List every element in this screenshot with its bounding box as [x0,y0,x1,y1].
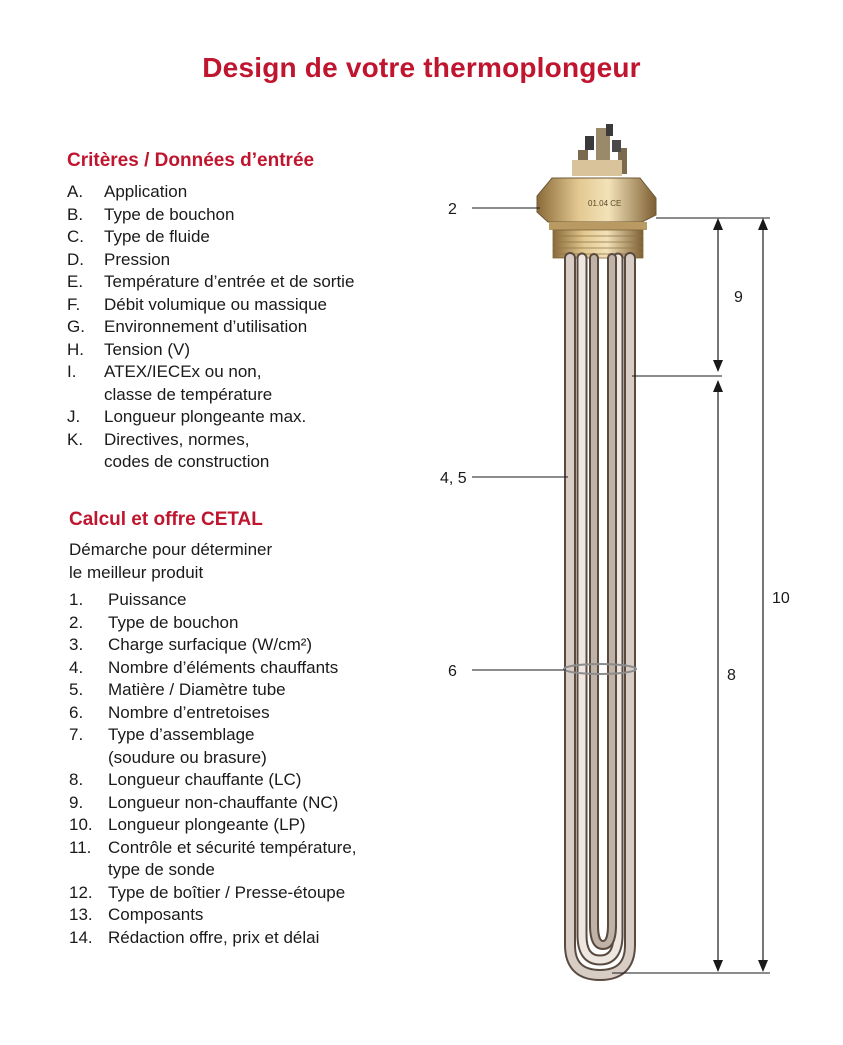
dimension-label-non-heated: 9 [734,289,743,306]
callout-label-elements: 4, 5 [440,470,467,487]
list-item-text: Nombre d’éléments chauffants [108,657,339,677]
list-item-text: Rédaction offre, prix et délai [108,927,320,947]
list-item-marker: 4. [69,657,84,677]
list-item-marker: I. [67,362,77,381]
list-item-text: Type de bouchon [104,204,235,224]
list-item-text: Longueur non-chauffante (NC) [108,792,339,812]
list-item-marker: 12. [69,882,93,902]
list-item-text: Longueur plongeante max. [104,407,307,426]
list-item-marker: 6. [69,702,84,722]
list-item-text-continued: (soudure ou brasure) [108,747,267,767]
list-item-text: Puissance [108,590,187,609]
list-item-marker: C. [67,227,84,246]
list-item-marker: 2. [69,612,84,632]
list-item-marker: 7. [69,725,84,744]
list-item-marker: B. [67,204,84,224]
list-item-text: Charge surfacique (W/cm²) [108,635,313,654]
list-item-marker: 8. [69,770,84,789]
list-item-marker: 5. [69,680,84,699]
list-item-text: Type de fluide [104,227,210,246]
list-item-text: Environnement d’utilisation [104,317,308,336]
list-item-text-continued: classe de température [104,384,273,404]
list-item-text: Directives, normes, [104,429,250,449]
callout-label-spacer: 6 [448,663,457,680]
list-item-marker: F. [67,294,81,314]
list-item-text: Pression [104,249,171,269]
list-item-marker: 13. [69,905,93,924]
list-item-marker: D. [67,249,84,269]
criteria-heading: Critères / Données d’entrée [67,150,315,171]
list-item-text: ATEX/IECEx ou non, [104,362,262,381]
list-item-text: Débit volumique ou massique [104,294,328,314]
callout-label-plug: 2 [448,201,457,218]
list-item-marker: G. [67,317,85,336]
list-item-text: Longueur chauffante (LC) [108,770,302,789]
list-item-text-continued: codes de construction [104,452,270,471]
dimension-label-heated: 8 [727,667,736,684]
plug-head [537,178,656,258]
list-item-text: Nombre d’entretoises [108,702,270,722]
list-item-text: Composants [108,905,204,924]
list-item-marker: 14. [69,927,93,947]
list-item-marker: K. [67,429,84,449]
list-item-marker: E. [67,272,84,291]
list-item-text-continued: type de sonde [108,860,215,879]
list-item-text: Tension (V) [104,339,190,359]
list-item-marker: 11. [69,837,92,857]
page-title: Design de votre thermoplongeur [202,52,641,83]
plug-marking: 01.04 CE [588,199,622,208]
list-item-text: Longueur plongeante (LP) [108,815,306,834]
list-item-text: Type de boîtier / Presse-étoupe [108,882,346,902]
list-item-marker: A. [67,182,84,201]
intro-line-2: le meilleur produit [69,562,204,582]
list-item-marker: 9. [69,792,84,812]
dimension-arrows [713,218,768,972]
heating-elements [570,258,630,975]
terminal-block [572,124,627,176]
list-item-marker: J. [67,407,81,426]
intro-line-1: Démarche pour déterminer [69,540,273,559]
list-item-text: Matière / Diamètre tube [108,680,286,699]
list-item-marker: H. [67,339,84,359]
dimension-label-immersion: 10 [772,590,790,607]
list-item-text: Température d’entrée et de sortie [104,272,355,291]
list-item-marker: 3. [69,635,84,654]
list-item-marker: 1. [69,590,84,609]
list-item-text: Contrôle et sécurité température, [108,837,357,857]
list-item-text: Type d’assemblage [108,725,255,744]
list-item-text: Application [104,182,188,201]
list-item-text: Type de bouchon [108,612,239,632]
list-item-marker: 10. [69,815,93,834]
calculation-heading: Calcul et offre CETAL [69,509,263,530]
